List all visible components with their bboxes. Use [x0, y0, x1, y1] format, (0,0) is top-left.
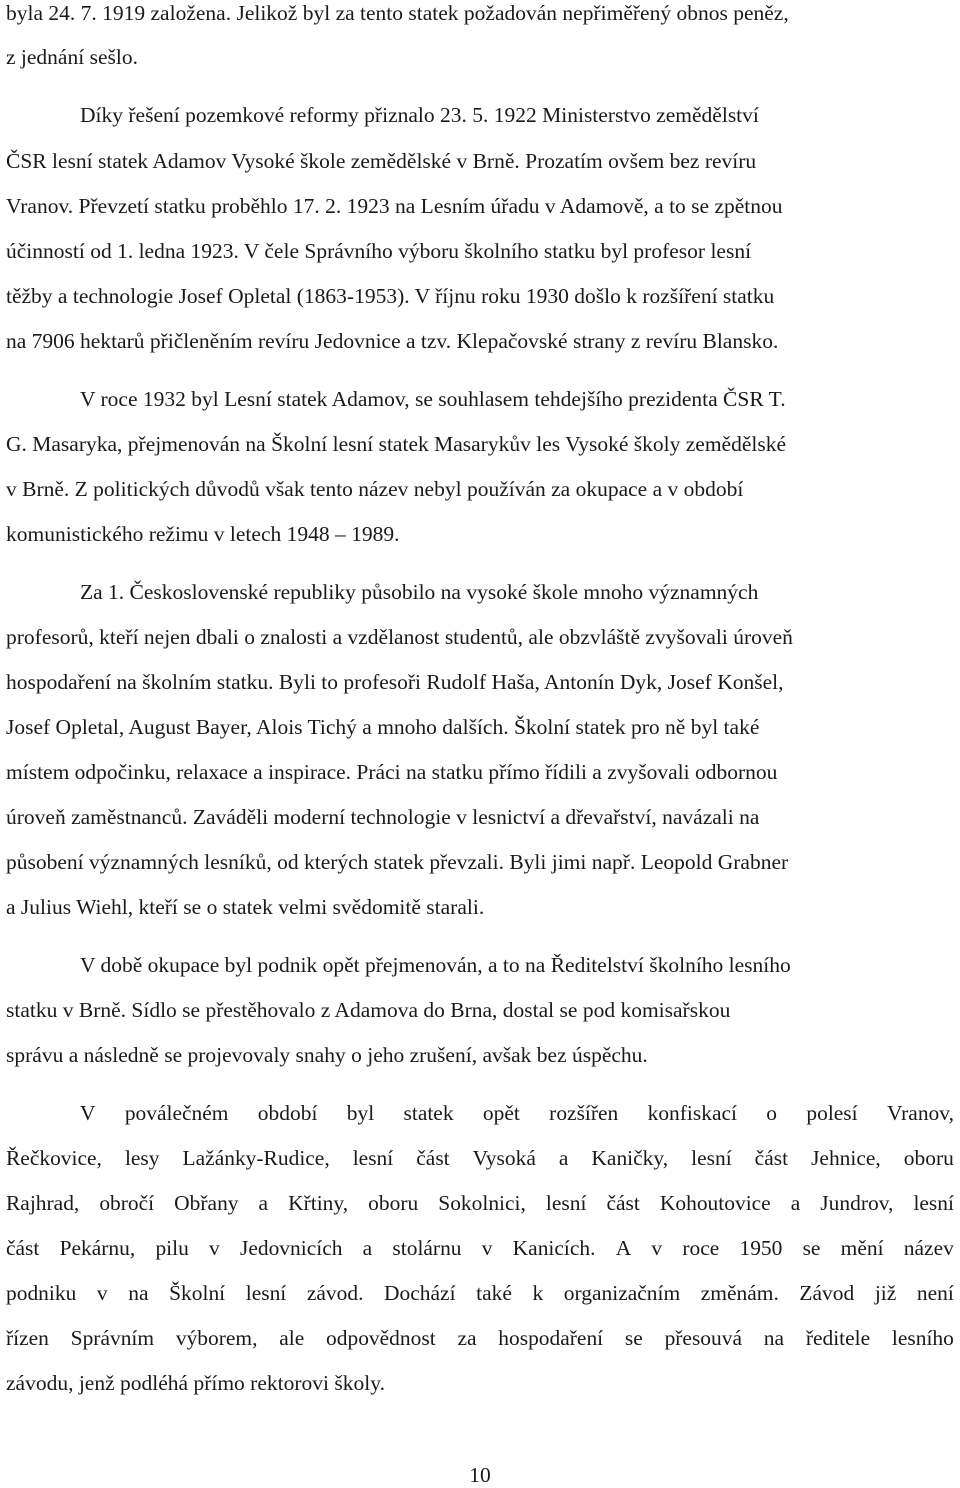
word: Řečkovice, [6, 1146, 102, 1170]
word: na [128, 1281, 149, 1305]
text-line [6, 1145, 954, 1171]
word: roce [682, 1236, 720, 1260]
word: ředitele [805, 1326, 871, 1350]
word: závod. [306, 1281, 364, 1305]
word: Obřany [174, 1191, 239, 1215]
text-line: na 7906 hektarů přičleněním revíru Jedovnice a tzv. Klepačovské strany z revíru Blansko. [6, 329, 779, 353]
word: Křtiny, [288, 1191, 349, 1215]
word: lesní [352, 1146, 394, 1170]
word: není [916, 1281, 954, 1305]
word: Pekárnu, [59, 1236, 136, 1260]
text-line [6, 1280, 954, 1306]
page-number: 10 [469, 1463, 491, 1487]
word: rozšířen [549, 1101, 619, 1125]
word: lesního [891, 1326, 954, 1350]
word: v [209, 1236, 220, 1260]
word: část [6, 1236, 40, 1260]
word: Kanicích. [512, 1236, 596, 1260]
text-line: byla 24. 7. 1919 založena. Jelikož byl za tento statek požadován nepřiměřený obnos peněz, [6, 1, 789, 25]
text-line: správu a následně se projevovaly snahy o jeho zrušení, avšak bez úspěchu. [6, 1043, 648, 1067]
word: Rajhrad, [6, 1191, 80, 1215]
text-line: hospodaření na školním statku. Byli to profesoři Rudolf Haša, Antonín Dyk, Josef Konšel, [6, 670, 784, 694]
word: také [476, 1281, 512, 1305]
word: statek [403, 1101, 454, 1125]
text-line: komunistického režimu v letech 1948 – 1989. [6, 522, 400, 546]
text-line: místem odpočinku, relaxace a inspirace. Práci na statku přímo řídili a zvyšovali odbornou [6, 760, 778, 784]
word: část [606, 1191, 640, 1215]
word: část [754, 1146, 789, 1170]
word: název [903, 1236, 954, 1260]
text-line: úroveň zaměstnanců. Zaváděli moderní technologie v lesnictví a dřevařství, navázali na [6, 805, 760, 829]
text-line: závodu, jenž podléhá přímo rektorovi školy. [6, 1371, 385, 1395]
word: lesní [691, 1146, 732, 1170]
text-line [80, 1100, 954, 1126]
word: odpovědnost [326, 1326, 436, 1350]
word: poválečném [124, 1101, 229, 1125]
word: organizačním [563, 1281, 681, 1305]
word: Jedovnicích [239, 1236, 343, 1260]
text-line [6, 1190, 954, 1216]
word: mění [840, 1236, 884, 1260]
word: podniku [6, 1281, 77, 1305]
word: hospodaření [498, 1326, 604, 1350]
word: pilu [155, 1236, 189, 1260]
word: změnám. [700, 1281, 779, 1305]
text-line: V době okupace byl podnik opět přejmenován, a to na Ředitelství školního lesního [80, 953, 791, 977]
word: lesní [545, 1191, 587, 1215]
word: Kaničky, [591, 1146, 669, 1170]
word: Vysoká [472, 1146, 536, 1170]
text-line: ČSR lesní statek Adamov Vysoké škole zemědělské v Brně. Prozatím ovšem bez revíru [6, 149, 757, 173]
word: Dochází [384, 1281, 456, 1305]
text-line: V roce 1932 byl Lesní statek Adamov, se souhlasem tehdejšího prezidenta ČSR T. [80, 387, 786, 411]
word: stolárnu [392, 1236, 462, 1260]
word: Sokolnici, [438, 1191, 526, 1215]
word: byl [346, 1101, 375, 1125]
text-line: působení významných lesníků, od kterých statek převzali. Byli jimi např. Leopold Grabner [6, 850, 789, 874]
text-line: z jednání sešlo. [6, 45, 138, 69]
text-line: Vranov. Převzetí statku proběhlo 17. 2. 1923 na Lesním úřadu v Adamově, a to se zpětnou [6, 194, 783, 218]
text-line: těžby a technologie Josef Opletal (1863-1953). V říjnu roku 1930 došlo k rozšíření statku [6, 284, 775, 308]
text-line: Josef Opletal, August Bayer, Alois Tichý a mnoho dalších. Školní statek pro ně byl také [6, 715, 760, 739]
word: Vranov, [886, 1101, 954, 1125]
word: opět [482, 1101, 520, 1125]
word: lesní [913, 1191, 954, 1215]
text-line: a Julius Wiehl, kteří se o statek velmi svědomitě starali. [6, 895, 485, 919]
word: se [802, 1236, 821, 1260]
word: v [481, 1236, 493, 1260]
text-line [6, 1235, 954, 1261]
word: v [96, 1281, 108, 1305]
word: se [624, 1326, 643, 1350]
word: Jehnice, [811, 1146, 881, 1170]
text-line: účinností od 1. ledna 1923. V čele Správního výboru školního statku byl profesor lesní [6, 239, 752, 263]
text-line: statku v Brně. Sídlo se přestěhovalo z Adamova do Brna, dostal se pod komisařskou [6, 998, 731, 1022]
word: obročí [99, 1191, 155, 1215]
word: oboru [903, 1146, 954, 1170]
word: období [257, 1101, 318, 1125]
text-line: v Brně. Z politických důvodů však tento název nebyl používán za okupace a v období [6, 477, 744, 501]
word: již [874, 1281, 897, 1305]
word: ale [279, 1326, 305, 1350]
word: řízen [6, 1326, 49, 1350]
word: část [416, 1146, 450, 1170]
word: polesí [806, 1101, 858, 1125]
word: a [790, 1191, 801, 1215]
word: Školní [169, 1281, 226, 1305]
word: konfiskací [647, 1101, 737, 1125]
word: Lažánky-Rudice, [182, 1146, 330, 1170]
word: lesní [245, 1281, 287, 1305]
word: a [558, 1146, 569, 1170]
word: A [615, 1236, 632, 1260]
text-line: Díky řešení pozemkové reformy přiznalo 23. 5. 1922 Ministerstvo zemědělství [80, 103, 759, 127]
word: a [258, 1191, 269, 1215]
word: V [80, 1101, 96, 1125]
word: na [763, 1326, 785, 1350]
word: 1950 [739, 1236, 783, 1260]
text-line: profesorů, kteří nejen dbali o znalosti a vzdělanost studentů, ale obzvláště zvyšovali úroveň [6, 625, 793, 649]
word: přesouvá [664, 1326, 743, 1350]
word: Správním [70, 1326, 155, 1350]
word: k [532, 1281, 544, 1305]
text-line: Za 1. Československé republiky působilo na vysoké škole mnoho významných [80, 580, 759, 604]
word: o [766, 1101, 778, 1125]
word: a [362, 1236, 373, 1260]
text-line: G. Masaryka, přejmenován na Školní lesní statek Masarykův les Vysoké školy zemědělské [6, 432, 787, 456]
text-line [6, 1325, 954, 1351]
word: Závod [799, 1281, 855, 1305]
word: lesy [124, 1146, 160, 1170]
word: v [651, 1236, 663, 1260]
word: Jundrov, [820, 1191, 894, 1215]
word: výborem, [175, 1326, 258, 1350]
word: oboru [368, 1191, 419, 1215]
word: za [457, 1326, 477, 1350]
word: Kohoutovice [659, 1191, 771, 1215]
